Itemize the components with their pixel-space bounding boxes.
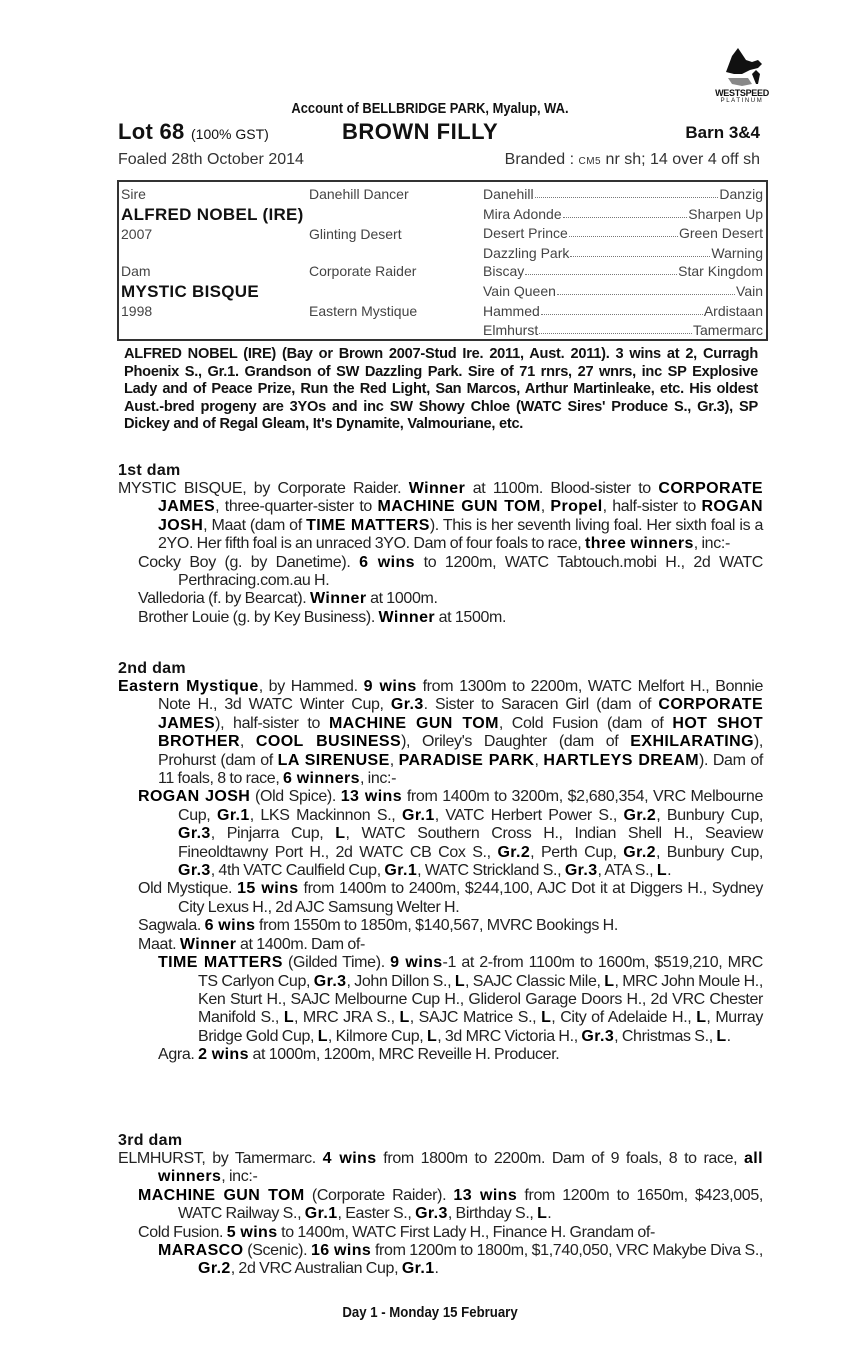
bold-text: HOT SHOT BROTHER — [158, 714, 764, 751]
sale-day-footer: Day 1 - Monday 15 February — [342, 1304, 518, 1321]
produce-entry — [118, 678, 763, 788]
text: from 1400m to 3200m, $2,680,354, VRC Melbourne Cup, — [178, 788, 763, 824]
pedigree-gen3-row — [483, 303, 763, 319]
pedigree-gen3-row — [483, 206, 763, 222]
gen3-sire: Sharpen Up — [688, 206, 763, 222]
text: Cocky Boy (g. by Danetime). — [138, 553, 360, 571]
gen3-sire: Vain — [736, 283, 763, 299]
bold-text: MACHINE GUN TOM — [328, 714, 499, 732]
gen3-horse: Danehill — [483, 186, 534, 202]
gen3-sire: Tamermarc — [692, 322, 763, 338]
text: , LKS Mackinnon S., — [249, 806, 402, 824]
bold-text: 6 wins — [204, 917, 256, 935]
text: from 1200m to 1650m, $423,005, WATC Railway S., — [178, 1186, 763, 1223]
bold-text: Propel — [550, 498, 603, 516]
text: , Christmas S., — [614, 1027, 717, 1045]
bold-text: L — [537, 1205, 548, 1223]
leader-dots — [557, 283, 735, 295]
pedigree-table — [117, 180, 768, 341]
bold-text: L — [454, 972, 466, 990]
pedigree-gen3-row — [483, 283, 763, 299]
lot-label: Lot 68 — [118, 119, 185, 144]
text: . Sister to Saracen Girl (dam of — [423, 696, 659, 714]
text: , Murray Bridge Gold Cup, — [198, 1009, 763, 1045]
text: , Bunbury Cup, — [655, 843, 764, 861]
gen3-horse: Biscay — [483, 263, 525, 279]
text: at 1100m. Blood-sister to — [465, 480, 659, 497]
text: to 1400m, WATC First Lady H., Finance H. Grandam of- — [277, 1223, 655, 1241]
bold-text: ROGAN JOSH — [138, 788, 251, 806]
bold-text: Gr.1 — [216, 806, 250, 824]
bold-text: Gr.3 — [390, 696, 424, 714]
text: to 1200m, WATC Tabtouch.mobi H., 2d WATC Perthracing.com.au H. — [178, 553, 764, 590]
bold-text: Gr.3 — [415, 1205, 448, 1223]
text: , Perth Cup, — [530, 843, 624, 861]
bold-text: TIME MATTERS — [158, 954, 283, 972]
sire-dam: Glinting Desert — [309, 226, 402, 242]
foaled-date: Foaled 28th October 2014 — [118, 151, 304, 168]
bold-text: MARASCO — [158, 1242, 244, 1260]
gen3-horse: Hammed — [483, 303, 540, 319]
text: , inc:- — [693, 535, 730, 553]
text: at 1500m. — [435, 608, 507, 626]
lot-header — [118, 119, 762, 149]
text: , MRC JRA S., — [294, 1009, 400, 1027]
text: , John Dillon S., — [346, 972, 455, 990]
bold-text: 6 winners — [283, 770, 360, 788]
bold-text: 5 wins — [226, 1223, 278, 1241]
produce-entry — [118, 917, 763, 935]
logo-subtitle: PLATINUM — [720, 98, 764, 104]
bold-text: Gr.2 — [497, 843, 531, 861]
bold-text: L — [716, 1027, 727, 1045]
gen3-horse: Elmhurst — [483, 322, 539, 338]
text: , three-quarter-sister to — [215, 498, 378, 516]
bold-text: L — [604, 972, 615, 990]
bold-text: HARTLEYS DREAM — [543, 751, 699, 769]
brand-info — [505, 151, 760, 169]
produce-entry — [118, 788, 763, 880]
bold-text: L — [283, 1009, 294, 1027]
text: , VATC Herbert Power S., — [434, 806, 624, 824]
bold-text: Gr.3 — [564, 862, 598, 880]
text: , — [540, 498, 551, 516]
produce-entry — [118, 480, 763, 554]
text: , inc:- — [359, 770, 397, 788]
horse-silhouette-icon — [712, 44, 772, 88]
bold-text: Winner — [408, 480, 466, 497]
text: , SAJC Matrice S., — [409, 1009, 542, 1027]
text: , ATA S., — [597, 862, 657, 880]
pedigree-gen3-row — [483, 263, 763, 279]
sire-description: ALFRED NOBEL (IRE) (Bay or Brown 2007-Stud Ire. 2011, Aust. 2011). 3 wins at 2, Curragh Phoenix S., Gr.1. Grandson of SW Dazzling Park. Sire of 71 rnrs, 27 wnrs, inc SP Explosive Lady and of Peace Prize, Run the Red Light, San Marcos, Arthur Martinleake, etc. His oldest Aust.-bred progeny are 3YOs and inc SW Showy Chloe (WATC Sires' Produce S., Gr.3), SP Dickey and of Regal Gleam, It's Dynamite, Valmouriane, etc. — [124, 346, 758, 433]
barn-location: Barn 3&4 — [685, 123, 760, 142]
produce-entry — [118, 1242, 763, 1279]
sire-label: Sire — [121, 186, 146, 202]
gen3-horse: Dazzling Park — [483, 245, 570, 261]
text: , Kilmore Cup, — [327, 1027, 427, 1045]
bold-text: Gr.2 — [198, 1260, 231, 1278]
text: Old Mystique. — [138, 880, 238, 898]
text: , Easter S., — [337, 1205, 416, 1223]
dam-section — [118, 462, 763, 627]
text: from 1800m to 2200m. Dam of 9 foals, 8 to race, — [376, 1150, 744, 1167]
bold-text: Gr.1 — [401, 1260, 435, 1278]
bold-text: L — [427, 1027, 438, 1045]
bold-text: Gr.3 — [581, 1027, 615, 1045]
bold-text: Gr.3 — [178, 862, 211, 880]
bold-text: Winner — [179, 935, 237, 953]
pedigree-gen3-row — [483, 245, 763, 261]
gen3-horse: Desert Prince — [483, 225, 568, 241]
vendor-account: Account of BELLBRIDGE PARK, Myalup, WA. — [291, 100, 569, 117]
gen3-sire: Warning — [711, 245, 763, 261]
bold-text: L — [317, 1027, 328, 1045]
bold-text: Gr.1 — [401, 806, 435, 824]
text: ELMHURST, by Tamermarc. — [118, 1150, 323, 1167]
text: Agra. — [158, 1046, 199, 1064]
text: -1 at 2-from 1100m to 1600m, $519,210, MRC TS Carlyon Cup, — [198, 954, 764, 990]
text: Brother Louie (g. by Key Business). — [138, 608, 379, 626]
bold-text: TIME MATTERS — [306, 516, 430, 534]
produce-entry — [118, 590, 763, 608]
text: at 1000m, 1200m, MRC Reveille H. Producer. — [248, 1046, 560, 1064]
gst-note: (100% GST) — [191, 126, 269, 142]
text: , WATC Southern Cross H., Indian Shell H., Seaview Fineoldtawny Port H., 2d WATC CB Cox S., — [178, 825, 763, 861]
text: , MRC John Moule H., Ken Sturt H., SAJC Melbourne Cup H., Gliderol Garage Doors H., 2d VRC Chester Manifold S., — [198, 972, 763, 1027]
leader-dots — [539, 322, 692, 334]
leader-dots — [525, 263, 677, 275]
gen3-sire: Ardistaan — [703, 303, 763, 319]
bold-text: 9 wins — [390, 954, 443, 972]
text: , — [389, 751, 399, 769]
lot-description: BROWN FILLY — [342, 119, 499, 144]
bold-text: 9 wins — [363, 678, 417, 695]
text: , Cold Fusion (dam of — [498, 714, 673, 732]
bold-text: PARADISE PARK — [398, 751, 535, 769]
text: from 1200m to 1800m, $1,740,050, VRC Makybe Diva S., — [371, 1242, 764, 1260]
text: from 1400m to 2400m, $244,100, AJC Dot it at Diggers H., Sydney City Lexus H., 2d AJC Samsung Welter H. — [178, 880, 764, 916]
gen3-sire: Star Kingdom — [678, 263, 763, 279]
pedigree-gen3-row — [483, 186, 763, 202]
text: Sagwala. — [138, 917, 205, 935]
leader-dots — [569, 225, 678, 237]
brand-rest: nr sh; 14 over 4 off sh — [601, 151, 760, 168]
text: , Birthday S., — [447, 1205, 538, 1223]
bold-text: Gr.3 — [178, 825, 211, 843]
text: MYSTIC BISQUE, by Corporate Raider. — [118, 480, 409, 497]
text: , half-sister to — [602, 498, 702, 516]
bold-text: Gr.2 — [623, 806, 657, 824]
sire-year: 2007 — [121, 226, 153, 242]
text: . — [667, 862, 672, 880]
text: , — [534, 751, 544, 769]
bold-text: 13 wins — [453, 1186, 518, 1204]
bold-text: MACHINE GUN TOM — [138, 1186, 305, 1204]
text: , — [239, 733, 256, 751]
bold-text: Gr.1 — [384, 862, 418, 880]
text: , 3d MRC Victoria H., — [437, 1027, 582, 1045]
bold-text: 15 wins — [237, 880, 299, 898]
text: , Bunbury Cup, — [656, 806, 763, 824]
bold-text: Winner — [309, 590, 367, 608]
bold-text: Gr.2 — [623, 843, 656, 861]
text: , Pinjarra Cup, — [210, 825, 336, 843]
text: , inc:- — [221, 1168, 258, 1186]
branded-label: Branded : — [504, 151, 579, 168]
text: . — [434, 1260, 439, 1278]
bold-text: all winners — [158, 1150, 763, 1186]
text: Cold Fusion. — [138, 1223, 227, 1241]
bold-text: Gr.3 — [313, 972, 347, 990]
sire-name: ALFRED NOBEL (IRE) — [121, 205, 304, 224]
sire-sire: Danehill Dancer — [309, 186, 409, 202]
logo-wordmark: WESTSPEED — [715, 88, 769, 98]
bold-text: CORPORATE JAMES — [158, 696, 764, 732]
text: , SAJC Classic Mile, — [465, 972, 605, 990]
text: at 1000m. — [366, 590, 438, 608]
text: , Maat (dam of — [203, 516, 307, 534]
produce-entry — [118, 1046, 763, 1064]
text: (Old Spice). — [250, 788, 341, 806]
text: , 4th VATC Caulfield Cup, — [210, 862, 385, 880]
dam-dam: Eastern Mystique — [309, 303, 418, 319]
bold-text: ROGAN JOSH — [158, 498, 764, 534]
brand-mark: CM5 — [578, 156, 602, 167]
text: . — [726, 1027, 731, 1045]
leader-dots — [535, 186, 719, 198]
bold-text: L — [335, 825, 346, 843]
dam-name: MYSTIC BISQUE — [121, 282, 260, 301]
text: (Scenic). — [243, 1242, 311, 1260]
bold-text: 16 wins — [310, 1242, 372, 1260]
produce-entry — [118, 954, 763, 1046]
text: ), half-sister to — [215, 714, 329, 732]
bold-text: 6 wins — [359, 553, 415, 571]
text: (Gilded Time). — [282, 954, 391, 972]
bold-text: L — [696, 1009, 707, 1027]
pedigree-gen3-row — [483, 322, 763, 338]
text: Valledoria (f. by Bearcat). — [138, 590, 310, 608]
text: , by Hammed. — [258, 678, 364, 695]
gen3-horse: Mira Adonde — [483, 206, 562, 222]
leader-dots — [570, 245, 710, 257]
lot-number — [118, 119, 269, 145]
dam-sire: Corporate Raider — [309, 263, 417, 279]
produce-entry — [118, 609, 763, 627]
leader-dots — [541, 303, 703, 315]
produce-entry — [118, 936, 763, 954]
section-heading: 3rd dam — [118, 1132, 183, 1149]
section-heading: 2nd dam — [118, 660, 186, 677]
text: , WATC Strickland S., — [417, 862, 565, 880]
gen3-sire: Danzig — [719, 186, 763, 202]
leader-dots — [563, 206, 688, 218]
bold-text: L — [399, 1009, 410, 1027]
pedigree-gen3-row — [483, 225, 763, 241]
text: from 1550m to 1850m, $140,567, MVRC Bookings H. — [255, 917, 618, 935]
produce-entry — [118, 1187, 763, 1224]
gen3-sire: Green Desert — [678, 225, 763, 241]
bold-text: MACHINE GUN TOM — [377, 498, 541, 516]
bold-text: CORPORATE JAMES — [158, 480, 763, 516]
bold-text: L — [541, 1009, 552, 1027]
bold-text: Gr.1 — [304, 1205, 338, 1223]
dam-section — [118, 1132, 763, 1279]
text: , 2d VRC Australian Cup, — [230, 1260, 402, 1278]
bold-text: Eastern Mystique — [118, 678, 259, 695]
bold-text: 2 wins — [198, 1046, 249, 1064]
westspeed-platinum-logo — [712, 44, 772, 106]
text: ), Oriley's Daughter (dam of — [401, 733, 631, 751]
dam-section — [118, 660, 763, 1065]
bold-text: COOL BUSINESS — [255, 733, 402, 751]
dam-label: Dam — [121, 263, 151, 279]
gen3-horse: Vain Queen — [483, 283, 556, 299]
bold-text: LA SIRENUSE — [277, 751, 390, 769]
section-heading: 1st dam — [118, 462, 181, 479]
text: , City of Adelaide H., — [551, 1009, 697, 1027]
bold-text: three winners — [585, 535, 694, 553]
text: ). This is her seventh living foal. Her sixth foal is a 2YO. Her fifth foal is an unraced 3YO. Dam of four foals to race, — [158, 516, 763, 553]
bold-text: 13 wins — [340, 788, 403, 806]
text: ), Prohurst (dam of — [158, 733, 763, 769]
text: Maat. — [138, 935, 180, 953]
bold-text: Winner — [378, 608, 436, 626]
produce-entry — [118, 1150, 763, 1187]
bold-text: EXHILARATING — [630, 733, 754, 751]
produce-entry — [118, 880, 763, 917]
text: at 1400m. Dam of- — [236, 935, 366, 953]
text: ). Dam of 11 foals, 8 to race, — [158, 751, 763, 788]
bold-text: L — [656, 862, 668, 880]
text: (Corporate Raider). — [304, 1186, 454, 1204]
text: from 1300m to 2200m, WATC Melfort H., Bonnie Note H., 3d WATC Winter Cup, — [158, 678, 764, 714]
bold-text: 4 wins — [322, 1150, 377, 1167]
dam-year: 1998 — [121, 303, 153, 319]
produce-entry — [118, 1224, 763, 1242]
produce-entry — [118, 554, 763, 591]
text: . — [547, 1205, 552, 1223]
